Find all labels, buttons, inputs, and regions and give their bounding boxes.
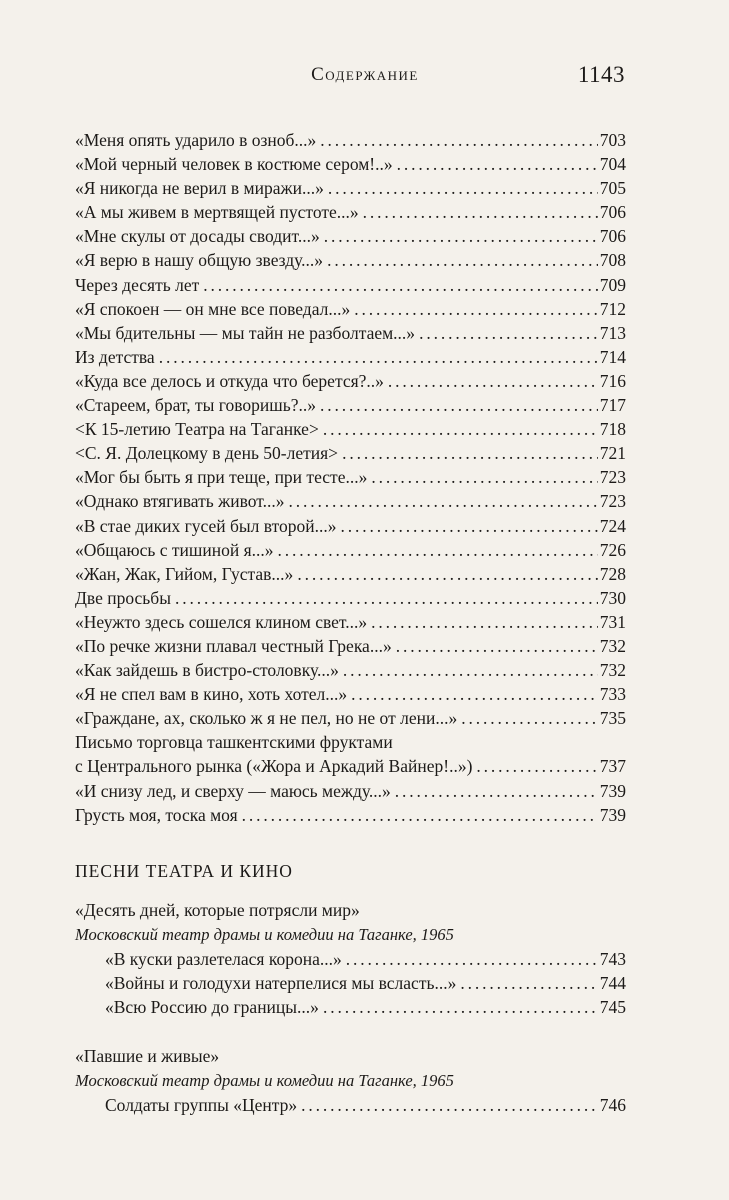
- dot-leader: [288, 489, 597, 513]
- dot-leader: [351, 682, 598, 706]
- toc-entry-title: «Как зайдешь в бистро-столовку...»: [75, 660, 339, 681]
- running-head-title: Содержание: [311, 64, 419, 85]
- toc-entry: [75, 200, 626, 224]
- dot-leader: [354, 297, 598, 321]
- dot-leader: [460, 971, 597, 995]
- dot-leader: [323, 995, 598, 1019]
- toc-subentry: [75, 1093, 626, 1117]
- toc-subentry: [75, 971, 626, 995]
- dot-leader: [395, 779, 598, 803]
- toc-entry-title: «Меня опять ударило в озноб...»: [75, 130, 317, 150]
- page-number: 1143: [577, 62, 625, 87]
- toc-entry-title: Через десять лет: [75, 274, 200, 295]
- toc-entry-page: 746: [599, 1095, 626, 1115]
- toc-entry: [75, 586, 626, 610]
- toc-entry: [75, 514, 626, 538]
- toc-entry-title: «Граждане, ах, сколько ж я не пел, но не от лени...»: [75, 708, 458, 729]
- toc-entry-title: «Я верю в нашу общую звезду...»: [75, 250, 324, 271]
- toc-entry-page: 745: [599, 997, 626, 1018]
- toc-entry-title: «В стае диких гусей был второй...»: [75, 515, 337, 536]
- dot-leader: [159, 345, 598, 369]
- toc-entry-page: 724: [599, 515, 626, 536]
- toc-entry: [75, 610, 626, 634]
- dot-leader: [342, 441, 598, 465]
- toc-entry: [75, 273, 626, 297]
- dot-leader: [323, 417, 598, 441]
- section-heading: ПЕСНИ ТЕАТРА И КИНО: [75, 861, 293, 881]
- dot-leader: [343, 658, 598, 682]
- dot-leader: [320, 393, 598, 417]
- toc-entry: [75, 224, 626, 248]
- toc-entry-title: с Центрального рынка («Жора и Аркадий Вайнер!..»): [75, 756, 473, 777]
- toc-entry: [75, 658, 626, 682]
- toc-entry-title: «Я никогда не верил в миражи...»: [75, 178, 324, 199]
- toc-entry: [75, 803, 626, 827]
- toc-entry-title: «Мой черный человек в костюме сером!..»: [75, 154, 393, 175]
- toc-entry-page: 737: [599, 756, 626, 777]
- toc-entry-page: 730: [599, 587, 626, 608]
- toc-entry: [75, 779, 626, 803]
- toc-entry-page: 733: [599, 684, 626, 705]
- toc-entry-title: «Я спокоен — он мне все поведал...»: [75, 298, 351, 319]
- toc-entry-title: <С. Я. Долецкому в день 50-летия>: [75, 443, 339, 464]
- toc-entry-title: «Жан, Жак, Гийом, Густав...»: [75, 563, 294, 584]
- dot-leader: [328, 176, 598, 200]
- dot-leader: [476, 754, 597, 778]
- toc-entry: [75, 754, 626, 778]
- toc-entry: [75, 562, 626, 586]
- dot-leader: [341, 514, 598, 538]
- toc-entry: [75, 682, 626, 706]
- toc-entry-title: «И снизу лед, и сверху — маюсь между...»: [75, 780, 391, 801]
- toc-entry: [75, 538, 626, 562]
- toc-entry: [75, 297, 626, 321]
- group-source: Московский театр драмы и комедии на Таганке, 1965: [75, 925, 454, 944]
- dot-leader: [297, 562, 597, 586]
- toc-entry-page: 706: [599, 226, 626, 247]
- toc-entry-title: «Я не спел вам в кино, хоть хотел...»: [75, 684, 348, 705]
- toc-entry: [75, 176, 626, 200]
- dot-leader: [346, 947, 598, 971]
- dot-leader: [175, 586, 598, 610]
- toc-entry-title: «Стареем, брат, ты говоришь?..»: [75, 395, 316, 416]
- toc-entry-title: «Войны и голодухи натерпелися мы всласть...»: [105, 973, 457, 994]
- toc-group: [75, 1044, 626, 1117]
- toc-entry-page: 731: [599, 611, 626, 632]
- toc-subentry: [75, 947, 626, 971]
- toc-entry-page: 709: [599, 274, 626, 295]
- dot-leader: [301, 1093, 598, 1117]
- toc-entry-page: 726: [599, 539, 626, 560]
- toc-entry-title: «Общаюсь с тишиной я...»: [75, 539, 274, 560]
- toc-entry: [75, 369, 626, 393]
- toc-entry-page: 716: [599, 370, 626, 391]
- toc-entry-page: 723: [599, 467, 626, 488]
- toc-entry-page: 728: [599, 563, 626, 584]
- toc-entry-page: 713: [599, 322, 626, 343]
- running-head: [75, 62, 655, 92]
- toc-entry: [75, 393, 626, 417]
- toc-entry: [75, 441, 626, 465]
- toc-group: [75, 898, 626, 1019]
- toc-entry-page: 703: [599, 130, 626, 150]
- group-title: «Павшие и живые»: [75, 1046, 220, 1066]
- toc-entry-first-line: Письмо торговца ташкентскими фруктами: [75, 732, 393, 753]
- toc-entry-title: «Неужто здесь сошелся клином свет...»: [75, 611, 368, 632]
- toc-entry: [75, 248, 626, 272]
- dot-leader: [371, 610, 598, 634]
- toc-entry-page: 717: [599, 395, 626, 416]
- toc-entry-page: 739: [599, 780, 626, 801]
- toc-entry-page: 721: [599, 443, 626, 464]
- toc-entry-title: «Однако втягивать живот...»: [75, 491, 285, 512]
- toc-entry-page: 743: [599, 949, 626, 969]
- toc-entry: [75, 152, 626, 176]
- toc-entry-page: 732: [599, 635, 626, 656]
- toc-entry: [75, 465, 626, 489]
- toc-subentry: [75, 995, 626, 1019]
- dot-leader: [419, 321, 598, 345]
- dot-leader: [396, 634, 598, 658]
- toc-entry-page: 705: [599, 178, 626, 199]
- toc-entry-title: «А мы живем в мертвящей пустоте...»: [75, 202, 359, 223]
- toc-entry: [75, 706, 626, 730]
- toc-entry-page: 732: [599, 660, 626, 681]
- dot-leader: [242, 803, 598, 827]
- toc-entry-title: <К 15-летию Театра на Таганке>: [75, 419, 319, 440]
- toc-entry-page: 708: [599, 250, 626, 271]
- dot-leader: [327, 248, 598, 272]
- toc-entry-page: 712: [599, 298, 626, 319]
- dot-leader: [320, 128, 597, 152]
- group-source: Московский театр драмы и комедии на Таганке, 1965: [75, 1071, 454, 1090]
- toc-entry-title: «Куда все делось и откуда что берется?..»: [75, 370, 384, 391]
- toc-entry-page: 704: [599, 154, 626, 175]
- toc-entry-page: 744: [599, 973, 626, 994]
- toc-entry-page: 714: [599, 346, 626, 367]
- group-title: «Десять дней, которые потрясли мир»: [75, 900, 360, 920]
- dot-leader: [203, 273, 598, 297]
- toc-entry-title: Солдаты группы «Центр»: [105, 1095, 298, 1115]
- toc-entry-title: Грусть моя, тоска моя: [75, 804, 238, 825]
- dot-leader: [278, 538, 598, 562]
- toc-entry-page: 723: [599, 491, 626, 512]
- toc-entry-title: «Всю Россию до границы...»: [105, 997, 319, 1018]
- dot-leader: [363, 200, 598, 224]
- toc-entry-page: 735: [599, 708, 626, 729]
- toc-entry: [75, 417, 626, 441]
- toc-entry-title: Две просьбы: [75, 587, 171, 608]
- toc-entry: [75, 321, 626, 345]
- toc-list: [75, 128, 626, 827]
- dot-leader: [461, 706, 598, 730]
- toc-entry: [75, 345, 626, 369]
- toc-entry-page: 739: [599, 804, 626, 825]
- dot-leader: [324, 224, 598, 248]
- dot-leader: [388, 369, 598, 393]
- dot-leader: [397, 152, 598, 176]
- toc-entry-title: «Мы бдительны — мы тайн не разболтаем...»: [75, 322, 416, 343]
- toc-entry: [75, 634, 626, 658]
- toc-entry-title: «Мог бы быть я при теще, при тесте...»: [75, 467, 368, 488]
- toc-entry-title: «По речке жизни плавал честный Грека...»: [75, 635, 392, 656]
- dot-leader: [371, 465, 597, 489]
- toc-entry-title: «В куски разлетелася корона...»: [105, 949, 342, 969]
- toc-entry: [75, 128, 626, 152]
- toc-entry-title: Из детства: [75, 346, 155, 367]
- toc-entry: [75, 489, 626, 513]
- toc-entry-page: 706: [599, 202, 626, 223]
- toc-entry-page: 718: [599, 419, 626, 440]
- toc-entry-title: «Мне скулы от досады сводит...»: [75, 226, 320, 247]
